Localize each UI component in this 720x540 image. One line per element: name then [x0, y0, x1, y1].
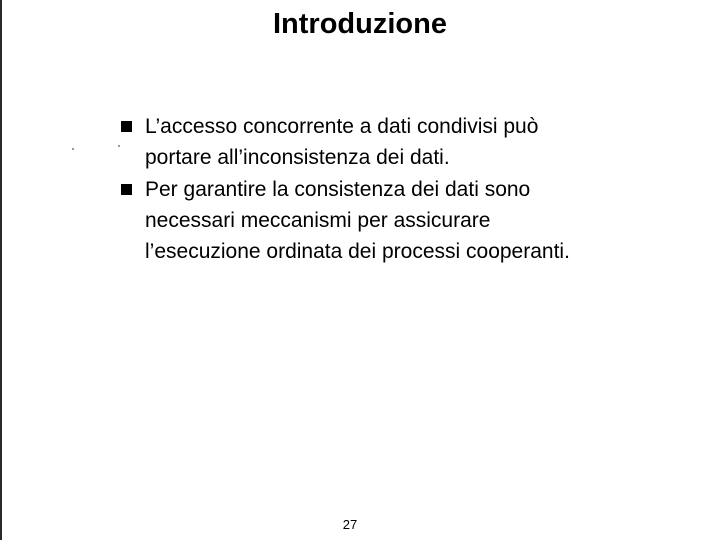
- bullet-line: necessari meccanismi per assicurare: [145, 209, 491, 232]
- bullet-line: l’esecuzione ordinata dei processi cooperanti.: [145, 240, 570, 263]
- stray-dot: [72, 148, 74, 150]
- bullet-list: [121, 111, 711, 268]
- slide-left-border: [0, 0, 2, 540]
- page-number: 27: [342, 517, 358, 532]
- square-bullet-icon: [121, 184, 132, 195]
- bullet-item: [121, 174, 711, 267]
- stray-dot: [118, 145, 120, 147]
- bullet-line: L’accesso concorrente a dati condivisi può: [145, 115, 539, 138]
- bullet-line: portare all’inconsistenza dei dati.: [145, 146, 450, 169]
- square-bullet-icon: [121, 121, 132, 132]
- bullet-line: Per garantire la consistenza dei dati sono: [145, 178, 531, 201]
- slide-title: Introduzione: [273, 8, 447, 40]
- bullet-item: [121, 111, 711, 173]
